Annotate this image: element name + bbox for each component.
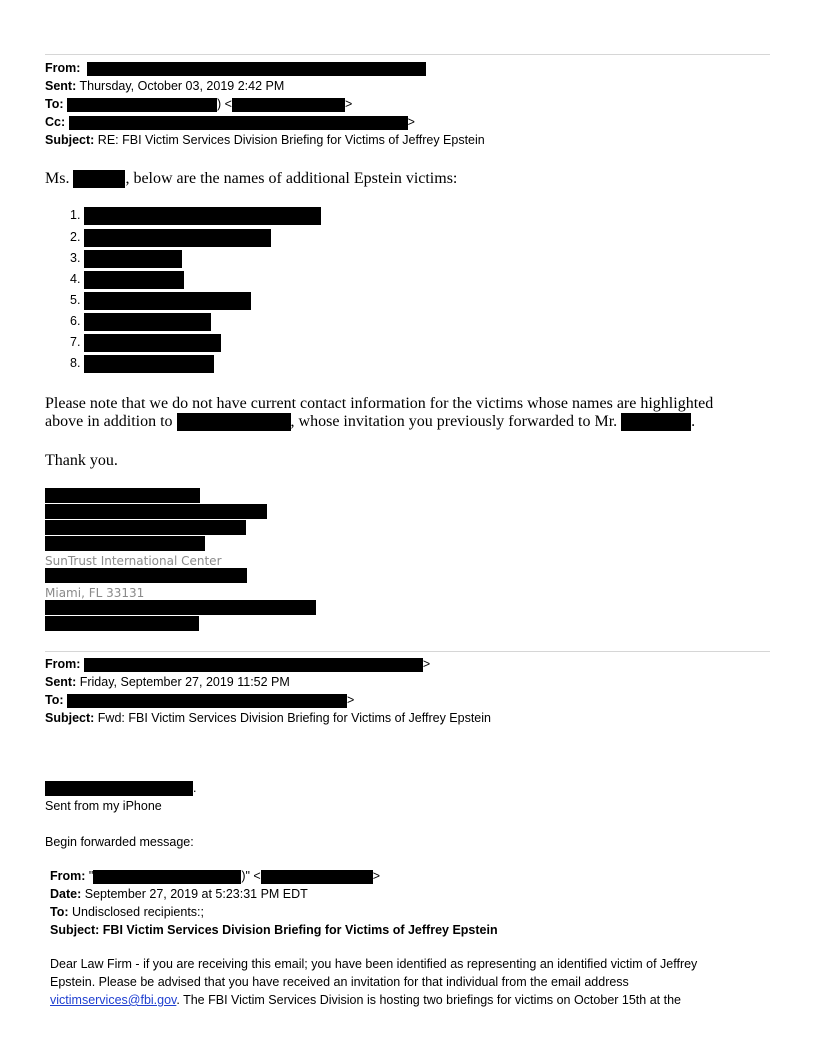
redaction-box xyxy=(84,229,271,247)
subject-label: Subject: xyxy=(45,133,95,147)
redaction-box xyxy=(84,250,182,268)
redaction-box xyxy=(45,504,267,519)
redaction-box xyxy=(67,694,347,708)
note-line-1: Please note that we do not have current contact information for the victims whose names are highlighted xyxy=(45,395,714,412)
forwarded-date-row: Date: September 27, 2019 at 5:23:31 PM EDT xyxy=(50,887,308,901)
list-item: 8. xyxy=(70,355,214,373)
redaction-box xyxy=(261,870,373,884)
sent-value: Thursday, October 03, 2019 2:42 PM xyxy=(79,79,285,93)
signature-city: Miami, FL 33131 xyxy=(45,586,145,600)
email2-to-row: To: > xyxy=(45,693,355,707)
header-divider xyxy=(45,651,770,652)
greeting xyxy=(45,170,457,188)
email2-sender-line: . xyxy=(45,780,196,796)
list-item: 4. xyxy=(70,271,184,289)
redaction-box xyxy=(45,616,199,631)
email1-subject-row xyxy=(45,132,485,148)
from-label: From: xyxy=(45,61,81,75)
forwarded-body-line-3: victimservices@fbi.gov. The FBI Victim Services Division is hosting two briefings for victims on October 15th at the xyxy=(50,993,681,1007)
redaction-box xyxy=(45,568,247,583)
forwarded-from-row: From: " )" < > xyxy=(50,869,381,883)
email1-cc-row xyxy=(45,114,415,130)
sent-label: Sent: xyxy=(45,79,77,93)
redaction-box xyxy=(84,271,184,289)
list-item: 7. xyxy=(70,334,221,352)
redaction-box xyxy=(45,781,193,796)
victimservices-email-link[interactable]: victimservices@fbi.gov xyxy=(50,993,177,1007)
note-line-2: above in addition to , whose invitation you previously forwarded to Mr. . xyxy=(45,413,696,430)
redaction-box xyxy=(45,488,200,503)
sent-from-iphone: Sent from my iPhone xyxy=(45,799,162,813)
email2-sent-row: Sent: Friday, September 27, 2019 11:52 PM xyxy=(45,675,290,689)
redaction-box xyxy=(621,413,691,431)
redaction-box xyxy=(67,98,217,112)
greeting-prefix: Ms. xyxy=(45,170,70,187)
cc-close: > xyxy=(407,115,415,129)
subject-value: RE: FBI Victim Services Division Briefing for Victims of Jeffrey Epstein xyxy=(97,133,485,147)
redaction-box xyxy=(45,600,316,615)
redaction-box xyxy=(84,292,251,310)
redaction-box xyxy=(177,413,291,431)
redaction-box xyxy=(45,536,205,551)
email2-from-row: From: > xyxy=(45,657,431,671)
forwarded-to-row: To: Undisclosed recipients:; xyxy=(50,905,205,919)
redaction-box xyxy=(93,870,241,884)
header-divider xyxy=(45,54,770,55)
redaction-box xyxy=(69,116,408,130)
signature-building: SunTrust International Center xyxy=(45,554,222,568)
redaction-box xyxy=(232,98,345,112)
to-close: > xyxy=(344,97,353,111)
thank-you: Thank you. xyxy=(45,452,118,469)
cc-label: Cc: xyxy=(45,115,66,129)
email1-to-row xyxy=(45,96,352,112)
redaction-box xyxy=(87,62,426,76)
redaction-box xyxy=(84,334,221,352)
list-item: 6. xyxy=(70,313,211,331)
list-item: 1. xyxy=(70,207,321,225)
list-item: 2. xyxy=(70,229,271,247)
email2-subject-row: Subject: Fwd: FBI Victim Services Division Briefing for Victims of Jeffrey Epstein xyxy=(45,711,491,725)
redaction-box xyxy=(84,313,211,331)
redaction-box xyxy=(84,355,214,373)
email1-from-row xyxy=(45,60,426,76)
begin-forwarded: Begin forwarded message: xyxy=(45,835,194,849)
redaction-box xyxy=(73,170,125,188)
forwarded-body-line-1: Dear Law Firm - if you are receiving this email; you have been identified as representing an identified victim of Jeffrey xyxy=(50,957,698,971)
list-item: 3. xyxy=(70,250,182,268)
forwarded-subject-row: Subject: FBI Victim Services Division Briefing for Victims of Jeffrey Epstein xyxy=(50,923,498,937)
greeting-suffix: , below are the names of additional Epstein victims: xyxy=(125,170,458,187)
redaction-box xyxy=(45,520,246,535)
email1-sent-row xyxy=(45,78,284,94)
redaction-box xyxy=(84,207,321,225)
forwarded-body-line-2: Epstein. Please be advised that you have received an invitation for that individual from the email address xyxy=(50,975,629,989)
redaction-box xyxy=(84,658,423,672)
to-label: To: xyxy=(45,97,64,111)
to-separator: ) < xyxy=(217,97,232,111)
list-item: 5. xyxy=(70,292,251,310)
